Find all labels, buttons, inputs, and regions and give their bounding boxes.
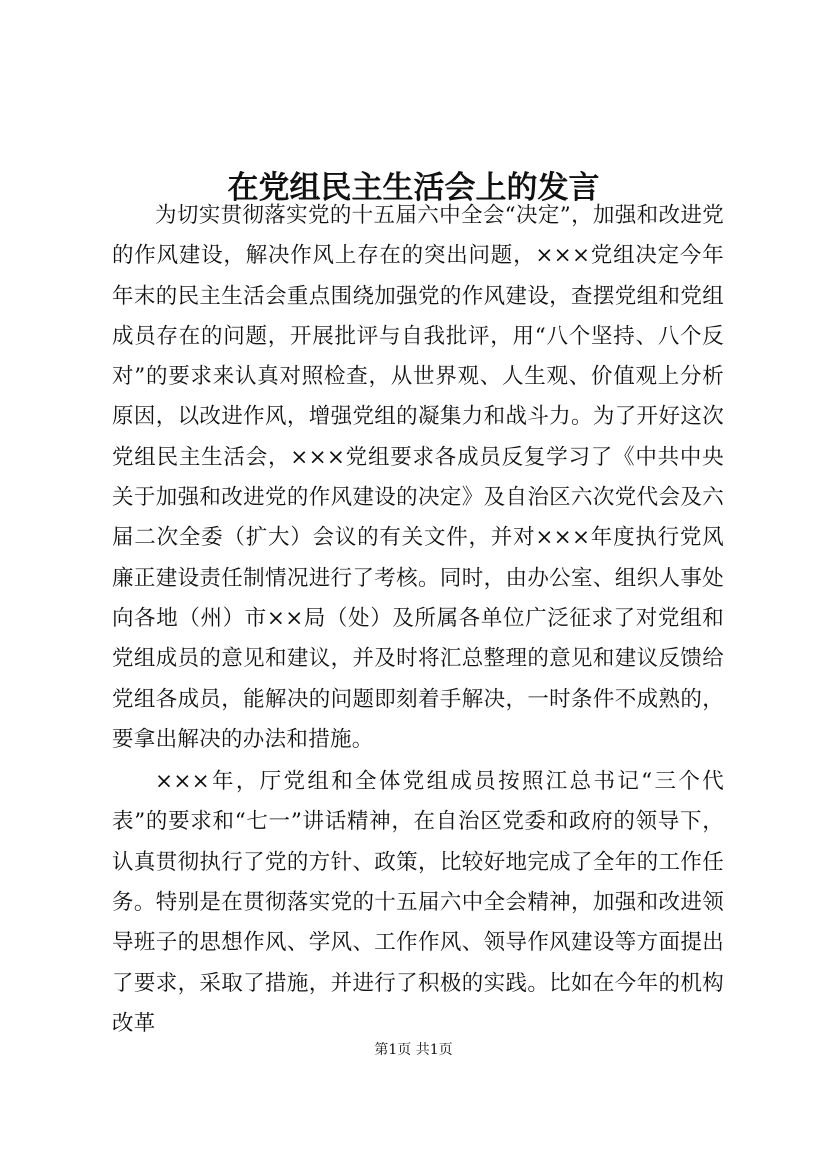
document-body	[112, 196, 724, 1044]
paragraph-1: 为切实贯彻落实党的十五届六中全会“决定”，加强和改进党的作风建设，解决作风上存在的突出问题，×××党组决定今年年末的民主生活会重点围绕加强党的作风建设，查摆党组和党组成员存在的问题，开展批评与自我批评，用“八个坚持、八个反对”的要求来认真对照检查，从世界观、人生观、价值观上分析原因，以改进作风，增强党组的凝集力和战斗力。为了开好这次党组民主生活会，×××党组要求各成员反复学习了《中共中央关于加强和改进党的作风建设的决定》及自治区六次党代会及六届二次全委（扩大）会议的有关文件，并对×××年度执行党风廉正建设责任制情况进行了考核。同时，由办公室、组织人事处向各地（州）市××局（处）及所属各单位广泛征求了对党组和党组成员的意见和建议，并及时将汇总整理的意见和建议反馈给党组各成员，能解决的问题即刻着手解决，一时条件不成熟的，要拿出解决的办法和措施。	[112, 203, 724, 752]
document-title: 在党组民主生活会上的发言	[227, 169, 600, 206]
page-number-footer: 第1页 共1页	[374, 1042, 453, 1058]
paragraph-2: ×××年，厅党组和全体党组成员按照江总书记“三个代表”的要求和“七一”讲话精神，在自治区党委和政府的领导下，认真贯彻执行了党的方针、政策，比较好地完成了全年的工作任务。特别是在贯彻落实党的十五届六中全会精神，加强和改进领导班子的思想作风、学风、工作作风、领导作风建设等方面提出了要求，采取了措施，并进行了积极的实践。比如在今年的机构改革	[112, 769, 724, 1036]
